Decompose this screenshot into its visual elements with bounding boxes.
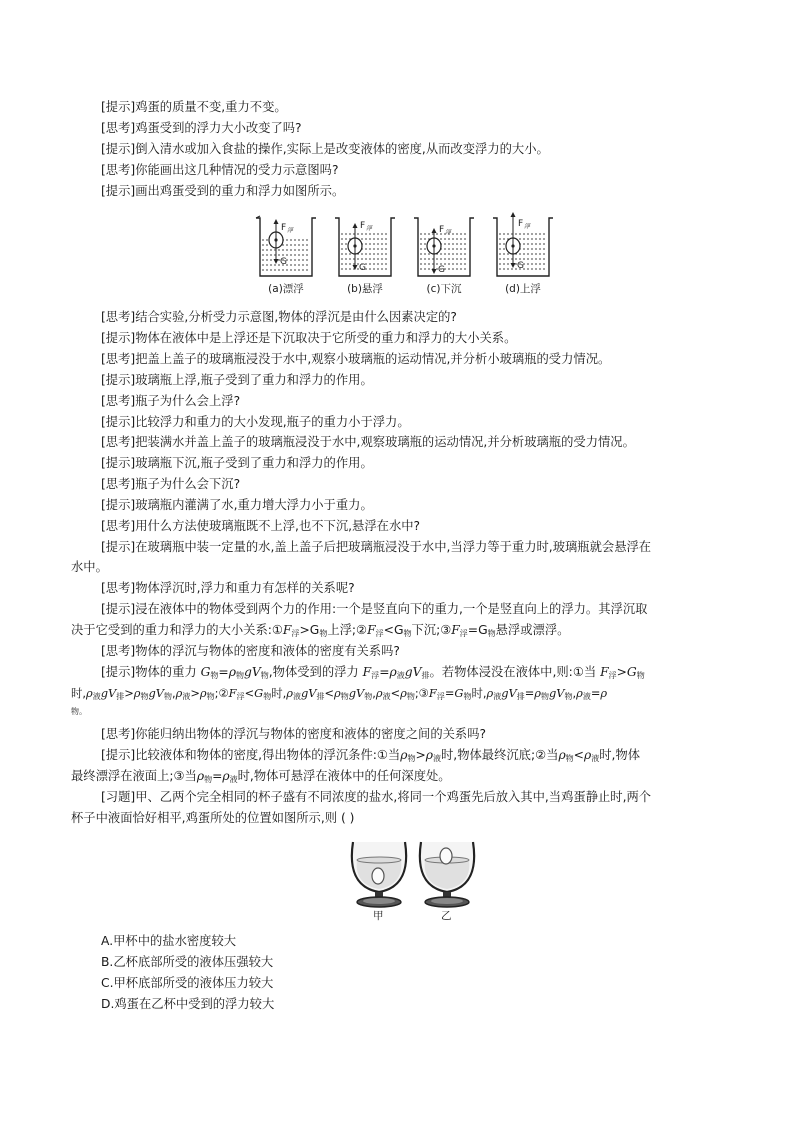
svg-text:G: G — [438, 265, 445, 275]
text-line: [提示]比较浮力和重力的大小发现,瓶子的重力小于浮力。 — [101, 415, 410, 429]
text-line: [思考]用什么方法使玻璃瓶既不上浮,也不下沉,悬浮在水中? — [101, 519, 421, 533]
svg-text:F: F — [281, 223, 287, 233]
text-line: [思考]你能画出这几种情况的受力示意图吗? — [101, 163, 339, 177]
svg-text:F: F — [439, 225, 445, 235]
text-line: [提示]玻璃瓶内灌满了水,重力增大浮力小于重力。 — [101, 498, 373, 512]
exercise-line: 杯子中液面恰好相平,鸡蛋所处的位置如图所示,则 ( ) — [71, 811, 355, 825]
option-a: A.甲杯中的盐水密度较大 — [101, 934, 237, 948]
beaker-suspended — [329, 212, 401, 302]
text-line: [提示]在玻璃瓶中装一定量的水,盖上盖子后把玻璃瓶浸没于水中,当浮力等于重力时,玻璃瓶就会悬浮在 — [101, 540, 652, 554]
label-jia: 甲 — [373, 910, 384, 922]
caption-suspended: (b)悬浮 — [347, 283, 383, 295]
option-b: B.乙杯底部所受的液体压强较大 — [101, 955, 274, 969]
svg-text:G: G — [280, 257, 287, 267]
float-condition-line: 决于它受到的重力和浮力的大小关系$:①F_浮>G_物$上浮$;②F_浮<G_物$下沉$;③F_浮=G_物$悬浮或漂浮。 — [71, 623, 570, 638]
svg-text:G: G — [359, 263, 366, 273]
text-line: [思考]把盖上盖子的玻璃瓶浸没于水中,观察小玻璃瓶的运动情况,并分析小玻璃瓶的受力情况。 — [101, 352, 611, 366]
beaker-d-drawing — [487, 212, 559, 282]
text-line: [思考]你能归纳出物体的浮沉与物体的密度和液体的密度之间的关系吗? — [101, 727, 487, 741]
text-line: [思考]把装满水并盖上盖子的玻璃瓶浸没于水中,观察玻璃瓶的运动情况,并分析玻璃瓶的受力情况。 — [101, 435, 635, 449]
caption-floating: (a)漂浮 — [268, 283, 304, 295]
text-line: [提示]浸在液体中的物体受到两个力的作用:一个是竖直向下的重力,一个是竖直向上的浮力。其浮沉取 — [101, 602, 648, 616]
text-line: [提示]物体在液体中是上浮还是下沉取决于它所受的重力和浮力的大小关系。 — [101, 331, 517, 345]
beaker-floating — [250, 212, 322, 302]
text-line: [提示]玻璃瓶上浮,瓶子受到了重力和浮力的作用。 — [101, 373, 373, 387]
svg-text:浮: 浮 — [287, 227, 294, 234]
text-line: [提示]倒入清水或加入食盐的操作,实际上是改变液体的密度,从而改变浮力的大小。 — [101, 142, 549, 156]
text-line: [提示]玻璃瓶下沉,瓶子受到了重力和浮力的作用。 — [101, 456, 373, 470]
text-line: 水中。 — [71, 560, 108, 574]
derivation-line-1: [提示]物体的重力 $G_物=\rho_物gV_物$,物体受到的浮力 $F_浮=\rho_液gV_排$。若物体浸没在液体中,则:①当 $F_浮>G_物$ — [101, 665, 645, 680]
beaker-rising — [487, 212, 559, 302]
text-line: [思考]物体的浮沉与物体的密度和液体的密度有关系吗? — [101, 644, 400, 658]
beaker-sinking — [408, 212, 480, 302]
egg-glasses-figure — [345, 838, 485, 928]
text-line: [提示]鸡蛋的质量不变,重力不变。 — [101, 100, 287, 114]
option-d: D.鸡蛋在乙杯中受到的浮力较大 — [101, 997, 275, 1011]
option-c: C.甲杯底部所受的液体压力较大 — [101, 976, 274, 990]
label-yi: 乙 — [441, 910, 452, 922]
caption-rising: (d)上浮 — [505, 283, 541, 295]
text-line: [思考]物体浮沉时,浮力和重力有怎样的关系呢? — [101, 581, 355, 595]
svg-text:浮: 浮 — [524, 223, 531, 230]
glasses-drawing — [345, 838, 485, 910]
beaker-b-drawing — [329, 212, 401, 282]
svg-text:G: G — [517, 261, 524, 271]
text-line: [思考]鸡蛋受到的浮力大小改变了吗? — [101, 121, 302, 135]
svg-text:F: F — [518, 219, 524, 229]
text-line: [思考]瓶子为什么会上浮? — [101, 394, 241, 408]
density-condition-line-2: 最终漂浮在液面上;③当$\rho_物=\rho_液$时,物体可悬浮在液体中的任何深度处。 — [71, 769, 451, 784]
text-line: [思考]结合实验,分析受力示意图,物体的浮沉是由什么因素决定的? — [101, 310, 457, 324]
caption-sinking: (c)下沉 — [426, 283, 462, 295]
text-line: [思考]瓶子为什么会下沉? — [101, 477, 241, 491]
derivation-line-3: 物。 — [71, 707, 87, 716]
svg-text:浮: 浮 — [445, 229, 452, 236]
exercise-line: [习题]甲、乙两个完全相同的杯子盛有不同浓度的盐水,将同一个鸡蛋先后放入其中,当鸡蛋静止时,两个 — [101, 790, 652, 804]
beaker-c-drawing — [408, 212, 480, 282]
density-condition-line-1: [提示]比较液体和物体的密度,得出物体的浮沉条件:①当$\rho_物>\rho_液$时,物体最终沉底;②当$\rho_物<\rho_液$时,物体 — [101, 748, 641, 763]
text-line: [提示]画出鸡蛋受到的重力和浮力如图所示。 — [101, 184, 345, 198]
force-diagram-figure — [245, 212, 555, 302]
svg-text:浮: 浮 — [366, 225, 373, 232]
svg-text:F: F — [360, 221, 366, 231]
beaker-a-drawing — [250, 212, 322, 282]
derivation-line-2: 时$,\rho_液gV_排>\rho_物gV_物,\rho_液>\rho_物;②F_浮<G_物$时$,\rho_液gV_排<\rho_物gV_物,\rho_液<\rho_物;③F_浮=G_物$时$,\rho_液gV_排=\rho_物gV_物,\rho_液=\rho$ — [71, 686, 608, 701]
